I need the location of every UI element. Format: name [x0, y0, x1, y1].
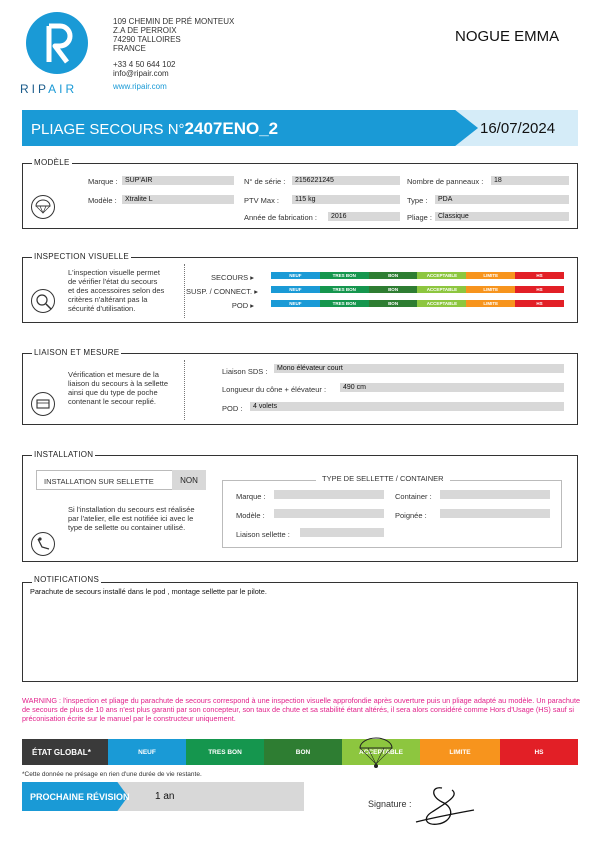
- address-line: FRANCE: [113, 44, 146, 53]
- scale-cell: TRES BON: [320, 272, 369, 279]
- inspection-scale: [271, 300, 564, 307]
- inspection-description: [68, 268, 164, 313]
- scale-cell: LIMITE: [466, 300, 515, 307]
- scale-cell-selected: ACCEPTABLE: [417, 286, 466, 293]
- description-line: contenant le secour replié.: [68, 397, 156, 406]
- divider: [184, 360, 185, 420]
- company-address: [113, 17, 234, 91]
- pod-field: 4 volets: [250, 402, 564, 411]
- harness-icon: [31, 532, 55, 556]
- scale-cell-selected: ACCEPTABLE: [417, 272, 466, 279]
- pod-label: POD :: [222, 404, 243, 413]
- description-line: Si l'installation du secours est réalisée: [68, 505, 195, 514]
- inst-container-label: Container :: [395, 492, 432, 501]
- sds-label: Liaison SDS :: [222, 367, 268, 376]
- magnifier-icon: [31, 289, 55, 313]
- address-line: 74290 TALLOIRES: [113, 35, 181, 44]
- inspection-date: 16/07/2024: [480, 120, 556, 137]
- scale-cell: NEUF: [271, 286, 320, 293]
- liaison-description: [68, 370, 168, 406]
- description-line: critères n'altérant pas la: [68, 295, 148, 304]
- etat-global-bar: [22, 739, 578, 765]
- type-sellette-title: TYPE DE SELLETTE / CONTAINER: [316, 474, 450, 483]
- brand-wordmark: RIPAIR: [20, 82, 78, 96]
- scale-cell: BON: [369, 286, 418, 293]
- section-label: LIAISON ET MESURE: [34, 348, 120, 357]
- etat-level: NEUF: [108, 739, 186, 765]
- description-line: ainsi que du type de poche: [68, 388, 158, 397]
- scale-cell: BON: [369, 272, 418, 279]
- notifications-section: [22, 582, 578, 682]
- panneaux-field: 18: [491, 176, 569, 185]
- inst-modele-field: [274, 509, 384, 518]
- marque-label: Marque :: [88, 177, 118, 186]
- type-label: Type :: [407, 196, 428, 205]
- client-name: NOGUE EMMA: [455, 28, 560, 45]
- parachute-marker-icon: [356, 734, 396, 776]
- scale-cell: HS: [515, 286, 564, 293]
- description-line: L'inspection visuelle permet: [68, 268, 160, 277]
- description-line: sécurité d'utilisation.: [68, 304, 136, 313]
- row-label-pod: POD ▸: [231, 301, 254, 310]
- description-line: Vérification et mesure de la: [68, 370, 159, 379]
- sellette-label: INSTALLATION SUR SELLETTE: [44, 477, 154, 486]
- description-line: liaison du secours à la sellette: [68, 379, 169, 388]
- modele-field: Xtralite L: [122, 195, 234, 204]
- scale-cell-selected: ACCEPTABLE: [417, 300, 466, 307]
- scale-cell: TRES BON: [320, 286, 369, 293]
- pouch-icon: [31, 392, 55, 416]
- section-label: MODÈLE: [34, 158, 70, 167]
- address-line: Z.A DE PERROIX: [113, 26, 177, 35]
- page-title: PLIAGE SECOURS N°2407ENO_2: [31, 119, 279, 138]
- footnote: *Cette donnée ne présage en rien d'une durée de vie restante.: [22, 771, 202, 778]
- inst-poignee-label: Poignée :: [395, 511, 427, 520]
- panneaux-label: Nombre de panneaux :: [407, 177, 484, 186]
- inst-liaison-field: [300, 528, 384, 537]
- phone-number: +33 4 50 644 102: [113, 60, 176, 69]
- description-line: et des accessoires selon des: [68, 286, 165, 295]
- scale-cell: LIMITE: [466, 286, 515, 293]
- ripair-logo: [26, 12, 88, 74]
- notifications-text: Parachute de secours installé dans le pod , montage sellette par le pilote.: [30, 587, 267, 596]
- description-line: type de sellette ou container utilisé.: [68, 523, 186, 532]
- installation-description: [68, 505, 195, 532]
- annee-label: Année de fabrication :: [244, 213, 317, 222]
- etat-level: TRES BON: [186, 739, 264, 765]
- sellette-value: NON: [172, 470, 206, 490]
- serie-label: N° de série :: [244, 177, 286, 186]
- inst-container-field: [440, 490, 550, 499]
- section-label: NOTIFICATIONS: [34, 575, 100, 584]
- scale-cell: BON: [369, 300, 418, 307]
- revision-label: PROCHAINE RÉVISION: [30, 792, 130, 802]
- parachute-icon: [31, 195, 55, 219]
- pliage-label: Pliage :: [407, 213, 433, 222]
- warning-text: WARNING : l'inspection et pliage du parachute de secours correspond à une inspection visuelle approfondie après ouverture puis un pliage adapté au modèle. Un parachute de secours de plus de 10 ans n'est plus garanti par son concepteur, son taux de chute et sa stabilité étant altérés, il sera alors considéré comme Hors d'Usage (HS) sauf si préconisation écrite sur le manuel par le constructeur uniquement.: [22, 696, 581, 723]
- scale-cell: TRES BON: [320, 300, 369, 307]
- signature-image: [412, 782, 478, 836]
- sds-field: Mono élévateur court: [274, 364, 564, 373]
- etat-global-label: ÉTAT GLOBAL*: [22, 739, 108, 765]
- etat-level: BON: [264, 739, 342, 765]
- description-line: de vérifier l'état du secours: [68, 277, 158, 286]
- inst-marque-field: [274, 490, 384, 499]
- longueur-field: 490 cm: [340, 383, 564, 392]
- inspection-scale: [271, 286, 564, 293]
- row-label-susp: SUSP. / CONNECT. ▸: [186, 287, 258, 296]
- scale-cell: NEUF: [271, 300, 320, 307]
- inst-poignee-field: [440, 509, 550, 518]
- inst-modele-label: Modèle :: [236, 511, 265, 520]
- website-link[interactable]: www.ripair.com: [113, 82, 167, 91]
- signature-label: Signature :: [368, 799, 412, 809]
- scale-cell: HS: [515, 300, 564, 307]
- longueur-label: Longueur du cône + élévateur :: [222, 385, 327, 394]
- modele-label: Modèle :: [88, 196, 117, 205]
- etat-level: LIMITE: [420, 739, 500, 765]
- inst-liaison-label: Liaison sellette :: [236, 530, 290, 539]
- ptv-label: PTV Max :: [244, 196, 280, 205]
- email-address[interactable]: info@ripair.com: [113, 69, 169, 78]
- ptv-field: 115 kg: [292, 195, 400, 204]
- row-label-secours: SECOURS ▸: [211, 273, 254, 282]
- serie-field: 2156221245: [292, 176, 400, 185]
- address-line: 109 CHEMIN DE PRÉ MONTEUX: [113, 17, 235, 26]
- revision-value: 1 an: [155, 791, 175, 802]
- type-field: PDA: [435, 195, 569, 204]
- description-line: par l'atelier, elle est notifiée ici avec le: [68, 514, 194, 523]
- annee-field: 2016: [328, 212, 400, 221]
- divider: [184, 264, 185, 318]
- pliage-field: Classique: [435, 212, 569, 221]
- scale-cell: NEUF: [271, 272, 320, 279]
- scale-cell: LIMITE: [466, 272, 515, 279]
- scale-cell: HS: [515, 272, 564, 279]
- inspection-scale: [271, 272, 564, 279]
- marque-field: SUP'AIR: [122, 176, 234, 185]
- section-label: INSTALLATION: [34, 450, 94, 459]
- section-label: INSPECTION VISUELLE: [34, 252, 130, 261]
- etat-level: HS: [500, 739, 578, 765]
- inst-marque-label: Marque :: [236, 492, 266, 501]
- etat-level-selected: ACCEPTABLE: [342, 739, 420, 765]
